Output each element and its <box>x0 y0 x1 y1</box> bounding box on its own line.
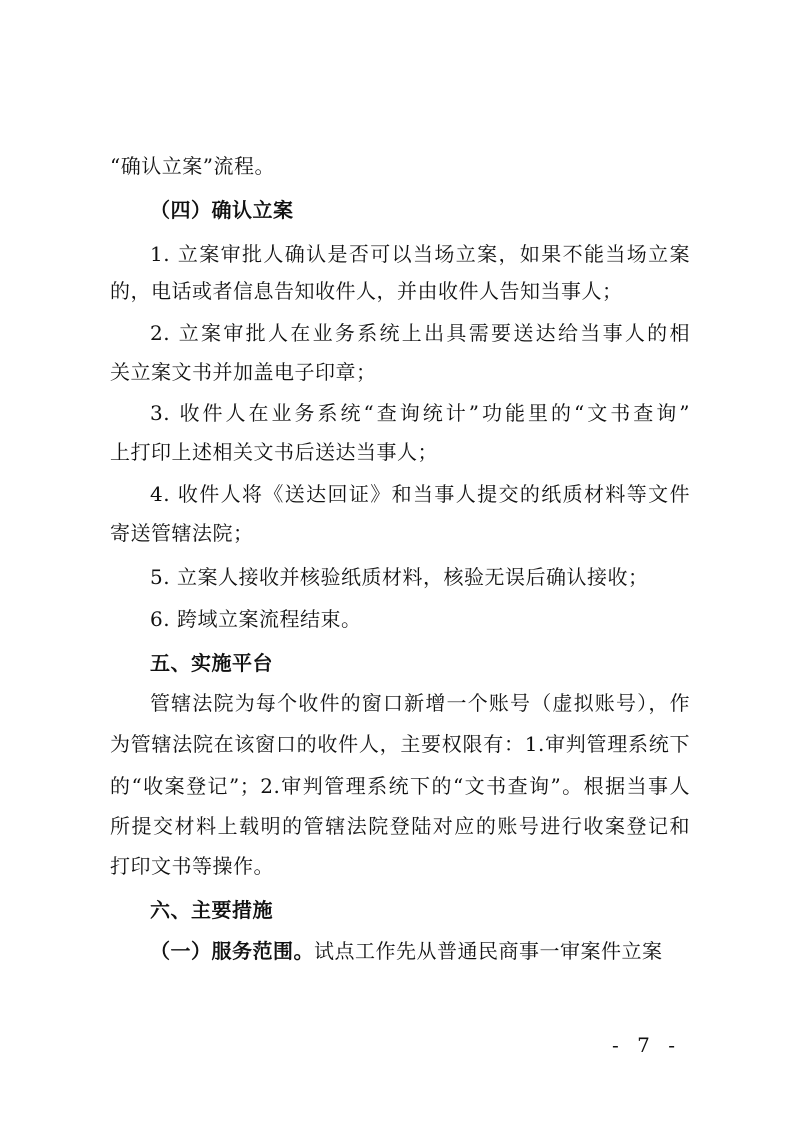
text-line: 的“收案登记”；2.审判管理系统下的“文书查询”。根据当事人 <box>110 774 690 798</box>
text-line: 1. 立案审批人确认是否可以当场立案，如果不能当场立案 <box>150 242 690 266</box>
text-line: 寄送管辖法院； <box>110 521 254 545</box>
text-line: 上打印上述相关文书后送达当事人； <box>110 440 438 464</box>
text-line: 2. 立案审批人在业务系统上出具需要送达给当事人的相 <box>150 321 690 345</box>
page-number: - 7 - <box>612 1033 681 1057</box>
section-heading: （四）确认立案 <box>150 198 294 222</box>
text-line: 为管辖法院在该窗口的收件人，主要权限有：1.审判管理系统下 <box>110 732 690 756</box>
text-line: 打印文书等操作。 <box>110 854 274 878</box>
section-heading: 六、主要措施 <box>150 898 273 922</box>
body-text: 试点工作先从普通民商事一审案件立案 <box>314 939 663 963</box>
text-line: 的，电话或者信息告知收件人，并由收件人告知当事人； <box>110 279 623 303</box>
text-line: 4. 收件人将《送达回证》和当事人提交的纸质材料等文件 <box>150 482 690 506</box>
text-line <box>150 936 690 966</box>
text-line: 6. 跨域立案流程结束。 <box>150 607 362 631</box>
text-line: 管辖法院为每个收件的窗口新增一个账号（虚拟账号），作 <box>150 691 690 715</box>
text-line: 5. 立案人接收并核验纸质材料，核验无误后确认接收； <box>150 565 649 589</box>
subsection-heading: （一）服务范围。 <box>150 939 314 963</box>
text-line: 关立案文书并加盖电子印章； <box>110 360 377 384</box>
text-line: “确认立案”流程。 <box>110 154 275 178</box>
text-line: 3. 收件人在业务系统“查询统计”功能里的“文书查询” <box>150 401 690 425</box>
text-line: 所提交材料上载明的管辖法院登陆对应的账号进行收案登记和 <box>110 814 690 838</box>
section-heading: 五、实施平台 <box>150 651 273 675</box>
